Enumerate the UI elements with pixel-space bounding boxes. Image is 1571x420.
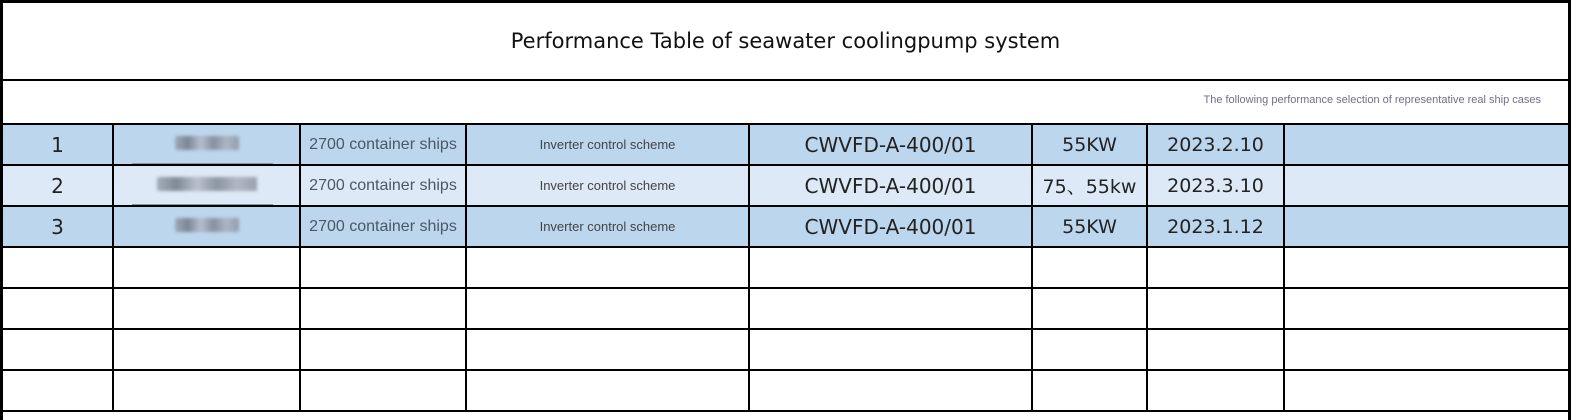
empty-cell [300, 329, 466, 370]
remark-cell [1284, 206, 1568, 247]
empty-cell [300, 288, 466, 329]
empty-cell [466, 329, 749, 370]
empty-cell [1032, 288, 1147, 329]
power-rating: 75、55kw [1032, 165, 1147, 206]
empty-cell [1147, 370, 1284, 411]
empty-cell [466, 370, 749, 411]
empty-cell [1284, 247, 1568, 288]
table-row [3, 206, 1568, 247]
page-title: Performance Table of seawater coolingpump system [3, 3, 1568, 81]
subtitle-text: The following performance selection of representative real ship cases [1203, 94, 1541, 106]
subtitle-row [3, 81, 1568, 125]
empty-row [3, 288, 1568, 329]
empty-cell [113, 247, 300, 288]
empty-cell [3, 288, 113, 329]
empty-cell [1147, 329, 1284, 370]
power-rating: 55KW [1032, 124, 1147, 165]
date: 2023.2.10 [1147, 124, 1284, 165]
ship-type: 2700 container ships [300, 206, 466, 247]
empty-cell [300, 370, 466, 411]
control-scheme: Inverter control scheme [466, 206, 749, 247]
date: 2023.1.12 [1147, 206, 1284, 247]
empty-row [3, 247, 1568, 288]
empty-cell [3, 247, 113, 288]
empty-cell [1284, 370, 1568, 411]
performance-table [3, 123, 1568, 412]
empty-cell [1032, 370, 1147, 411]
ship-type: 2700 container ships [300, 165, 466, 206]
ship-name-redacted [113, 165, 300, 206]
ship-name-redacted [113, 206, 300, 247]
empty-cell [113, 370, 300, 411]
empty-cell [749, 370, 1032, 411]
pump-model: CWVFD-A-400/01 [749, 124, 1032, 165]
ship-type: 2700 container ships [300, 124, 466, 165]
empty-cell [1032, 247, 1147, 288]
date: 2023.3.10 [1147, 165, 1284, 206]
empty-cell [1284, 329, 1568, 370]
remark-cell [1284, 124, 1568, 165]
empty-cell [1032, 329, 1147, 370]
control-scheme: Inverter control scheme [466, 124, 749, 165]
empty-cell [1147, 288, 1284, 329]
table-row [3, 124, 1568, 165]
empty-cell [1284, 288, 1568, 329]
remark-cell [1284, 165, 1568, 206]
empty-row [3, 329, 1568, 370]
power-rating: 55KW [1032, 206, 1147, 247]
empty-cell [466, 247, 749, 288]
table-row [3, 165, 1568, 206]
empty-cell [300, 247, 466, 288]
empty-cell [466, 288, 749, 329]
empty-row [3, 370, 1568, 411]
empty-cell [1147, 247, 1284, 288]
ship-name-redacted [113, 124, 300, 165]
row-number: 2 [3, 165, 113, 206]
control-scheme: Inverter control scheme [466, 165, 749, 206]
row-number: 3 [3, 206, 113, 247]
pump-model: CWVFD-A-400/01 [749, 165, 1032, 206]
empty-cell [749, 288, 1032, 329]
empty-cell [749, 247, 1032, 288]
empty-cell [749, 329, 1032, 370]
empty-cell [113, 329, 300, 370]
empty-cell [113, 288, 300, 329]
empty-cell [3, 370, 113, 411]
empty-cell [3, 329, 113, 370]
row-number: 1 [3, 124, 113, 165]
pump-model: CWVFD-A-400/01 [749, 206, 1032, 247]
